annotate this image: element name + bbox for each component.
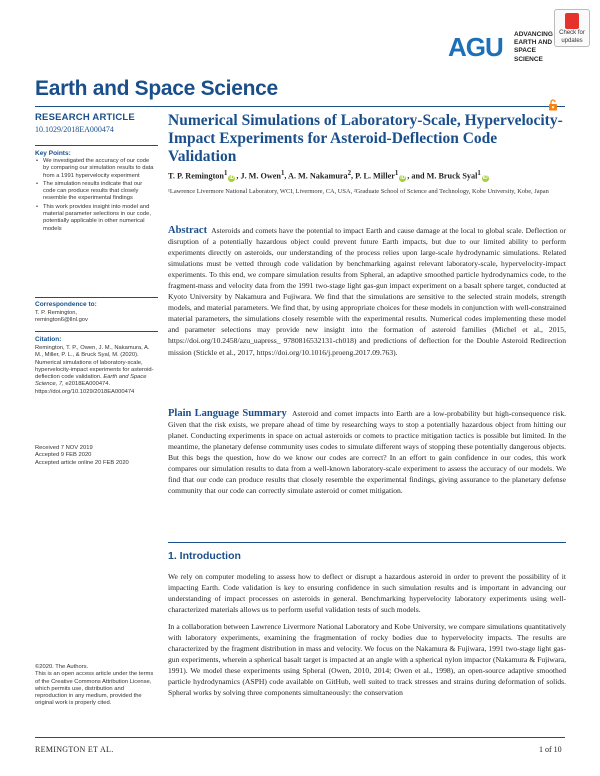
abstract-heading: Abstract <box>168 225 208 236</box>
page-number: 1 of 10 <box>539 745 562 754</box>
section-heading: 1. Introduction <box>168 550 241 562</box>
key-point: • This work provides insight into model and material parameter selections in our code, potentially applicable in other numerical models <box>43 204 155 233</box>
left-rule <box>35 331 158 332</box>
author-list: T. P. Remington$^1$iD , J. M. Owen$^1$, A. M. Nakamura$^2$, P. L. Miller$^1$iD , and M. Bruck Syal$^1$iD <box>168 170 488 181</box>
abstract-text: Asteroids and comets have the potential to impact Earth and cause damage at the local to global scale. Deflection or disruption of a potentially hazardous object could prevent future Earth impacts, but due to our limited ability to perform experiments directly on asteroids, our understanding of the process relies upon large-scale hydrodynamic simulations. Related simulations must be vetted through code validation by benchmarking against relevant laboratory-scale, hypervelocity-impact experiments. To this end, we compare simulation results from Spheral, an adaptive smoothed particle hydrodynamics code, to the fragment-mass and velocity data from the 1991 two-stage light gas-gun impact experiment on a basalt sphere target, conducted at Kyoto University by Nakamura and Fujiwara. We find that the simulations are sensitive to the selected strain models, strength models, and material parameters. We find that, by using appropriate choices for these models in conjunction with well-constrained material parameters, the simulations closely resemble with the experimental results. Numerical codes implementing these model and parameter selections may provide new insight into the formation of asteroid families (Michel et al., 2015, https://doi.org/10.2458/azu_uapress_ 9780816532131-ch018) and predictions of deflection for the Double Asteroid Redirection mission (Stickle et al., 2017, https://doi.org/10.1016/j.proeng.2017.09.763). <box>168 226 567 357</box>
agu-logo-word: AGU <box>448 32 503 62</box>
author-name: J. M. Owen <box>240 171 281 181</box>
key-points <box>35 158 155 234</box>
accepted-date: Accepted 9 FEB 2020 <box>35 452 92 459</box>
left-rule <box>35 145 158 146</box>
footer-rule <box>35 737 565 738</box>
author-name: P. L. Miller <box>355 171 395 181</box>
received-date: Received 7 NOV 2019 <box>35 445 93 451</box>
header-rule <box>35 106 565 107</box>
open-access-icon <box>547 99 559 111</box>
left-rule <box>35 297 158 298</box>
citation-text: Remington, T. P., Owen, J. M., Nakamura, A. M., Miller, P. L., & Bruck Syal, M. (2020). Numerical simulations of laboratory-scale, hypervelocity-impact experiments for asteroid-deflection code validation. <box>35 345 154 381</box>
introduction-body <box>168 571 566 699</box>
check-for-updates-badge[interactable] <box>554 9 590 47</box>
check-updates-line-1: Check for <box>559 30 585 36</box>
intro-paragraph-1: We rely on computer modeling to assess how to deflect or disrupt a hazardous asteroid in order to prevent the possibility of it impacting Earth. Code validation is key to ensuring confidence in such simulation results and is important in advancing our understanding of impact processes on asteroids in general. Benchmarking hypervelocity laboratory experiments using well-characterized materials allows us to perform useful validation tests of such models. <box>168 572 566 615</box>
citation-block <box>35 345 155 396</box>
correspondence-heading: Correspondence to: <box>35 301 97 308</box>
citation-journal: Earth and Space Science, 7, <box>35 374 147 388</box>
key-points-heading: Key Points: <box>35 150 71 157</box>
article-title: Numerical Simulations of Laboratory-Scale, Hypervelocity-Impact Experiments for Asteroid-Deflection Code Validation <box>168 112 563 165</box>
license-block <box>35 664 155 708</box>
author-name: T. P. Remington <box>168 171 224 181</box>
bookmark-icon <box>565 13 579 29</box>
article-doi[interactable]: 10.1029/2018EA000474 <box>35 125 114 134</box>
section-rule <box>168 542 566 543</box>
author-name: and M. Bruck Syal <box>411 171 478 181</box>
intro-paragraph-2: In a collaboration between Lawrence Livermore National Laboratory and Kobe University, we compare simulations quantitatively with laboratory experiments, examining the fragmentation of rocky bodies due to hypervelocity impacts. The results are characterized by the fragment distribution in mass and velocity. We focus on the Nakamura & Fujiwara, 1991 two-stage light gas-gun experiments, wherein a spherical basalt target is impacted at an angle with a spherical nylon impactor (Nakamura & Fujiwara, 1991). We model these experiments using Spheral (Owen, 2010, 2014; Owen et al., 1998), an open-source adaptive smoothed particle hydrodynamics (ASPH) code available on GitHub, well suited to track stresses and strains during deformation of solids. Spheral works by solving three components simultaneously: the conservation <box>168 622 566 698</box>
accepted-online-date: Accepted article online 20 FEB 2020 <box>35 459 129 466</box>
footer-authors: REMINGTON ET AL. <box>35 745 114 754</box>
article-type: RESEARCH ARTICLE <box>35 112 135 123</box>
pls-text: Asteroid and comet impacts into Earth are a low-probability but high-consequence risk. Given that the risk exists, we prepare ahead of time by researching ways to stop a potentially hazardous object from hitting our planet. Conducting experiments in space on actual asteroids or comets to practice mitigation tactics is possible but limited. In the meantime, the planetary defense community uses codes to simulate different ways of stopping these potentially dangerous objects. But this begs the question, how do we know our codes are correct? In an effort to gain confidence in our codes, this work compares our simulation results to data from a well-known laboratory-scale experiment to assess the accuracy of our models. We find that our code can produce results that closely resemble the experimental findings, giving assurance to the planetary defense community that our code can correctly simulate asteroid or comet mitigation. <box>168 409 567 496</box>
copyright: ©2020. The Authors. <box>35 664 89 670</box>
orcid-icon[interactable]: iD <box>229 174 235 181</box>
key-point: • We investigated the accuracy of our code by comparing our simulation results to data from a 1991 hypervelocity experiment <box>43 158 155 180</box>
citation-heading: Citation: <box>35 336 62 343</box>
orcid-icon[interactable]: iD <box>400 174 406 181</box>
agu-logo <box>448 26 558 72</box>
correspondence-block <box>35 310 155 325</box>
license-text: This is an open access article under the terms of the Creative Commons Attribution License, which permits use, distribution and reproduction in any medium, provided the original work is properly cited. <box>35 671 154 707</box>
abstract-section <box>168 225 566 358</box>
agu-logo-tagline: ADVANCING EARTH AND SPACE SCIENCE <box>514 31 553 63</box>
dates-block <box>35 445 155 467</box>
orcid-icon[interactable]: iD <box>482 174 488 181</box>
correspondence-email[interactable]: remington6@llnl.gov <box>35 317 88 324</box>
pls-heading: Plain Language Summary <box>168 408 287 419</box>
plain-language-summary <box>168 408 566 496</box>
key-point: • The simulation results indicate that our code can produce results that closely resemble the experimental findings <box>43 181 155 203</box>
author-name: A. M. Nakamura <box>288 171 348 181</box>
affiliations: ¹Lawrence Livermore National Laboratory, WCI, Livermore, CA, USA, ²Graduate School of Science and Technology, Kobe University, Kobe, Japan <box>168 188 549 195</box>
citation-doi[interactable]: e2018EA000474. https://doi.org/10.1029/2018EA000474 <box>35 381 135 395</box>
correspondence-name: T. P. Remington, <box>35 310 78 316</box>
check-updates-line-2: updates <box>561 37 583 44</box>
journal-title: Earth and Space Science <box>35 77 278 100</box>
